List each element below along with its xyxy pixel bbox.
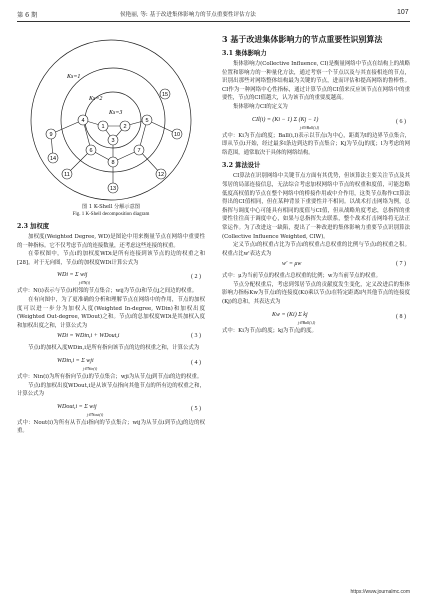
paragraph: 式中：N(i)表示与节点i相邻的节点集合；wij为节点i和节点j之间边的权重。 [17, 288, 198, 295]
equation-3 [17, 330, 205, 344]
node-11 [62, 169, 72, 179]
equation-body: Kw = (Ki) Σ kj [272, 311, 308, 318]
equation-2 [17, 267, 205, 287]
page-header [0, 0, 427, 28]
svg-text:13: 13 [109, 186, 117, 192]
node-1 [98, 121, 108, 131]
section-2-3-title: 2.3 加权度 [17, 223, 50, 230]
equation-number: ( 5 ) [191, 405, 201, 412]
paragraph: 式中：Ki为节点i的度；kj为节点j的度。 [222, 327, 317, 334]
node-10 [172, 129, 182, 139]
equation-body: w′ = μw [282, 261, 302, 268]
node-15 [160, 89, 170, 99]
svg-text:4: 4 [81, 118, 85, 124]
paragraph: 集体影响力(Collective Influence, CI)是衡量网络中节点在结构上的战略位置和影响力的一种量化方法，通过考察一个节点以及与其直接相连的节点，识别出那些对网络整体结构最为关键的节点，进而评估和提高网络的鲁棒性。CI作为一种网络中心性指标，通过计算节点的CI值来反应该节点在网络中的重要性，节点的CI值越大，认为该节点的重要度越高。 [222, 61, 410, 102]
figure-caption-en: Fig. 1 K-Shell decomposition diagram [72, 212, 150, 217]
equation-body: WDi = WDin,i + WDout,i [57, 333, 120, 340]
equation-sum-index: j∈Nin(i) [83, 365, 98, 371]
journal-url: https://www.journalmc.com [350, 589, 410, 595]
equation-sum-index: j∈Nout(i) [87, 411, 104, 417]
issue-number: 第 6 期 [17, 12, 38, 19]
paragraph: CI算法在识别网络中关键节点方面有其优势，但该算法主要关注节点及其邻居的局部连接信息，无法综合考虑加权网络中节点的权重和度值，可能忽略低度高权值的节点在整个网络中的桥接作用或中介作用，这类节点称作CI算法得出的CI值相同，但在某种背景下重要性并不相同。以战术打击网络为例，总指挥与调度中心可能具有相同的度值与CI值，但从战略角度考虑，总指挥的重要性往往高于调度中心，如果与总指挥失去联系，整个战术打击网络将无法正常运作。为了改进这一缺陷，提出了一种改进的集体影响力重要节点识别算法(Collective Influence Weighted, CIW)。 [222, 173, 410, 240]
shell-label-2: Ks=2 [89, 96, 103, 102]
equation-body: CIl(i) = (Ki − 1) Σ (Kj − 1) [252, 116, 319, 123]
node-2 [120, 121, 130, 131]
section-3-1-title: 3.1 集体影响力 [222, 50, 267, 57]
equation-number: ( 2 ) [191, 274, 201, 281]
header-rule [17, 21, 410, 22]
equation-number: ( 3 ) [191, 333, 201, 340]
paragraph: 式中：μ为当前节点的权重占总权重的比例；w为当前节点的权重。 [222, 273, 382, 280]
equation-8 [222, 307, 410, 327]
equation-number: ( 8 ) [396, 313, 406, 320]
node-13 [108, 183, 118, 193]
node-9 [46, 129, 56, 139]
paragraph: 式中：Ki为节点i的度；Ball(i,l)表示以节点i为中心，距离为l的边界节点集合，即从节点i开始，经过最多l条边到达的节点集合；Kj为节点j的度；l为考虑的网络范围，通常取决于具体的网络结构。 [222, 132, 410, 156]
equation-sum-index: j∈N(i) [79, 280, 91, 286]
equation-sum-index: j∈∂Ball(i,l) [300, 124, 320, 130]
section-3-2-title: 3.2 算法设计 [222, 162, 261, 170]
left-column [17, 34, 205, 436]
svg-text:15: 15 [161, 92, 169, 98]
node-14 [48, 153, 58, 163]
equation-body: WDi = Σ wij [57, 272, 88, 279]
equation-sum-index: j∈Ball(i,l) [298, 319, 316, 325]
equation-7 [222, 258, 410, 272]
node-12 [156, 169, 166, 179]
paragraph: 定义节点i的权重占比为节点i的权重占总权重的比例与节点i的权重之积。权重占比w'表达式为 [222, 242, 410, 257]
equation-4 [17, 353, 205, 373]
equation-number: ( 6 ) [396, 118, 406, 125]
node-5 [142, 115, 152, 125]
paragraph: 式中：Nout(i)为所有从节点i指向的节点集合；wij为从节点i到节点j的边的权重。 [17, 419, 205, 435]
running-title: 侯艳丽, 等: 基于改进集体影响力的节点重要性评估方法 [120, 12, 256, 18]
svg-text:2: 2 [123, 124, 127, 130]
right-column [222, 34, 410, 335]
page-number: 107 [397, 9, 409, 16]
svg-text:8: 8 [111, 160, 115, 166]
equation-number: ( 4 ) [191, 359, 201, 366]
equation-5 [17, 399, 205, 419]
shell-ring-outer [31, 40, 191, 200]
paragraph: 节点i的加权出度WDout,i是从该节点指向其他节点的所有边的权重之和，计算公式为 [17, 382, 205, 398]
equation-body: WDin,i = Σ wji [57, 357, 94, 364]
node-8 [108, 157, 118, 167]
node-6 [86, 145, 96, 155]
paragraph: 在有向图中，为了更准确的分析和理解节点在网络中的作用，节点的加权度可以进一步分为加权入度(Weighted In-degree, WDin)和加权出度(Weighted Out-degree, WDout)之和。节点i的总加权度WDi是其加权入度和加权出度之和，计算公式为 [17, 296, 205, 329]
equation-body: WDout,i = Σ wij [57, 403, 97, 410]
paragraph: 式中：Nin(i)为所有指向节点i的节点集合；wji为从节点j到节点i的边的权重。 [17, 373, 203, 380]
svg-text:9: 9 [49, 132, 53, 138]
node-4 [78, 115, 88, 125]
svg-text:10: 10 [173, 132, 181, 138]
svg-text:7: 7 [137, 148, 141, 154]
paragraph: 加权度(Weighted Degree, WD)是图论中用来衡量节点在网络中重要性的一种指标。它不仅考虑节点的连接数量，还考虑这些连接的权重。 [17, 234, 205, 249]
equation-6 [222, 112, 410, 132]
svg-text:12: 12 [157, 172, 165, 178]
graph-nodes [46, 89, 182, 193]
figure-caption-cn: 图 1 K-Shell 分解示意图 [82, 204, 140, 210]
paragraph: 在带权图中，节点i的加权度WDi是所有连接到该节点的边的权重之和[28]。对于无向图，节点i的加权度WDi计算公式为 [17, 251, 205, 266]
node-3 [108, 135, 118, 145]
equation-number: ( 7 ) [396, 261, 406, 268]
svg-text:5: 5 [145, 118, 149, 124]
kshell-diagram [17, 34, 205, 204]
paragraph: 节点分配权重后，考虑到邻居节点的贡献度发生变化，定义改进后的集体影响力指标Kw为节点i的连接度(Ki)乘以节点i在特定距离l内其他节点的连接度(Kj)的总和，其表达式为 [222, 281, 410, 306]
svg-text:11: 11 [64, 172, 70, 178]
svg-text:14: 14 [49, 156, 57, 162]
paragraph: 节点i的加权入度WDin,i是所有指向该节点的边的权重之和，计算公式为 [28, 345, 200, 352]
svg-text:6: 6 [89, 148, 93, 154]
paragraph: 集体影响力CI的定义为 [233, 103, 288, 110]
svg-text:1: 1 [101, 124, 105, 130]
kshell-figure [17, 34, 205, 204]
section-3-title: 3 基于改进集体影响力的节点重要性识别算法 [222, 34, 383, 44]
svg-text:3: 3 [111, 138, 115, 144]
shell-label-1: Ks=1 [67, 74, 81, 80]
shell-label-3: Ks=3 [109, 110, 123, 116]
node-7 [134, 145, 144, 155]
